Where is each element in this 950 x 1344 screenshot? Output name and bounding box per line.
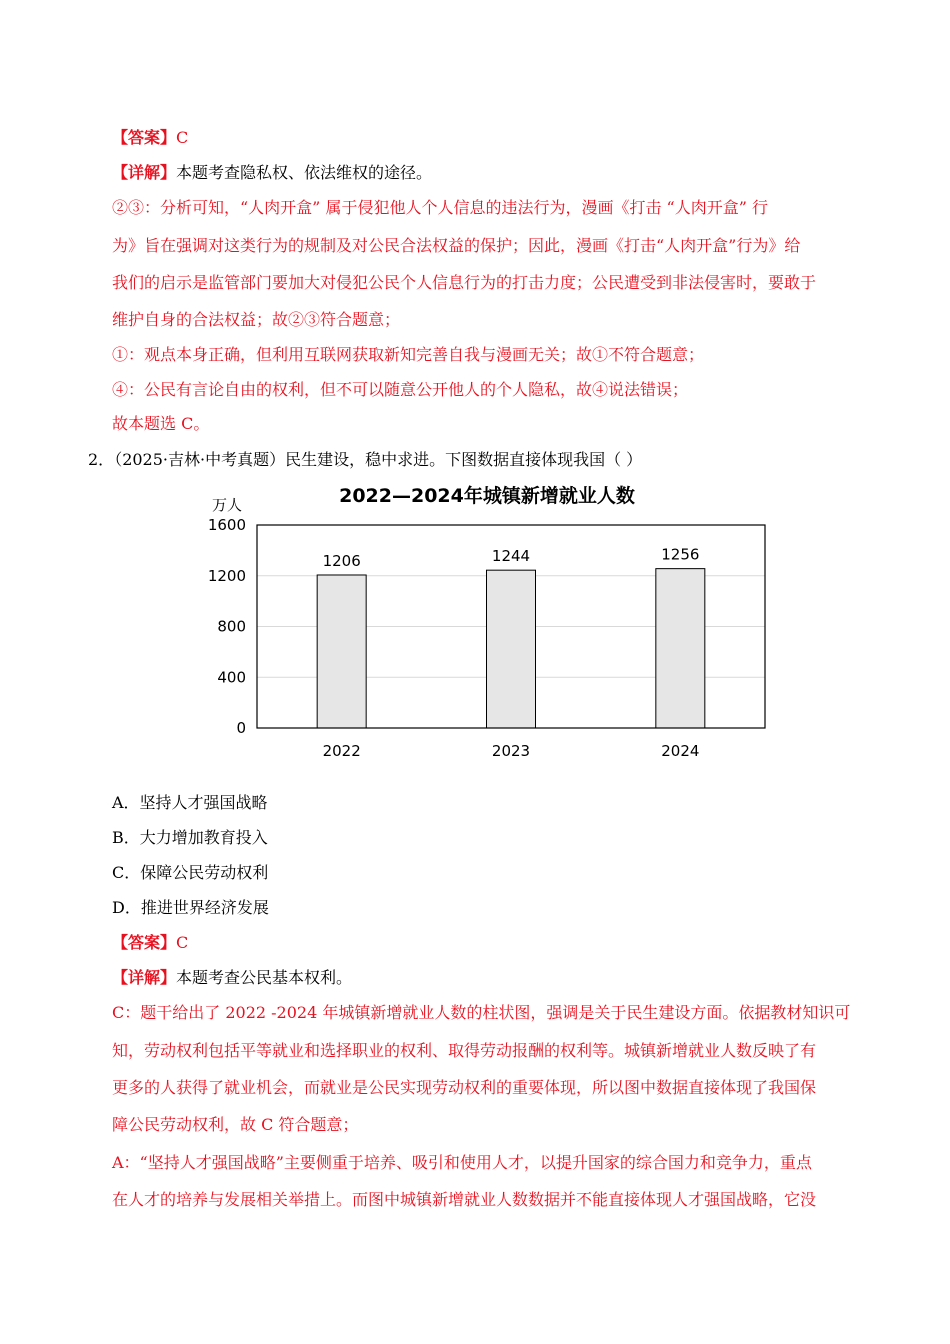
q1-analysis-line: ②③：分析可知，“人肉开盒” 属于侵犯他人个人信息的违法行为，漫画《打击 “人肉开盒” 行 [112, 198, 768, 217]
q2-answer [112, 933, 188, 953]
q2-stem [88, 450, 642, 470]
bar-2022 [317, 575, 366, 728]
q1-analysis-line: ④：公民有言论自由的权利，但不可以随意公开他人的个人隐私，故④说法错误； [112, 380, 689, 399]
data-label-2022: 1206 [322, 551, 361, 570]
q1-conclusion: 故本题选 C。 [112, 414, 210, 433]
q1-analysis-line: ①：观点本身正确，但利用互联网获取新知完善自我与漫画无关；故①不符合题意； [112, 345, 705, 364]
option-b: B．大力增加教育投入 [112, 828, 268, 847]
option-a: A．坚持人才强国战略 [112, 793, 268, 812]
option-c: C．保障公民劳动权利 [112, 863, 269, 882]
option-d: D．推进世界经济发展 [112, 898, 269, 917]
x-tick-labels [323, 742, 700, 760]
q1-analysis-line: 我们的启示是监管部门要加大对侵犯公民个人信息行为的打击力度；公民遭受到非法侵害时，要敢于 [112, 273, 817, 292]
q1-detail-text: 本题考查隐私权、依法维权的途径。 [176, 163, 433, 182]
q1-detail [112, 163, 432, 183]
q2-analysis-line: C：题干给出了 2022 -2024 年城镇新增就业人数的柱状图，强调是关于民生建设方面。依据教材知识可 [112, 1003, 851, 1022]
data-label-2023: 1244 [491, 547, 531, 566]
y-axis-label: 万人 [212, 496, 243, 514]
q1-answer [112, 128, 188, 148]
bar-2024 [656, 569, 705, 728]
y-tick-label: 1200 [207, 566, 246, 585]
q1-detail-label: 【详解】 [112, 163, 177, 182]
data-label-2024: 1256 [661, 545, 700, 564]
q2-analysis-line: 障公民劳动权利，故 C 符合题意； [112, 1115, 359, 1134]
q2-answer-value: C [176, 933, 189, 952]
y-tick-labels [208, 516, 246, 737]
q2-detail-text: 本题考查公民基本权利。 [176, 968, 353, 987]
bar-chart-svg [195, 478, 785, 768]
bar-2023 [487, 570, 536, 728]
q2-answer-label: 【答案】 [112, 933, 177, 952]
q2-detail-label: 【详解】 [112, 968, 177, 987]
chart-title: 2022—2024年城镇新增就业人数 [339, 485, 635, 507]
q1-answer-label: 【答案】 [112, 128, 177, 147]
q2-stem-text: （2025·吉林·中考真题）民生建设，稳中求进。下图数据直接体现我国（ ） [114, 450, 643, 469]
q2-analysis-line: 更多的人获得了就业机会，而就业是公民实现劳动权利的重要体现，所以图中数据直接体现了我国保 [112, 1078, 817, 1097]
y-tick-label: 400 [217, 668, 246, 687]
q1-analysis-line: 维护自身的合法权益；故②③符合题意； [112, 310, 401, 329]
q1-analysis-line: 为》旨在强调对这类行为的规制及对公民合法权益的保护；因此，漫画《打击“人肉开盒”行为》给 [112, 236, 801, 255]
x-tick-label-2023: 2023 [491, 742, 531, 760]
x-tick-label-2024: 2024 [661, 742, 700, 760]
q2-analysis-line: A：“坚持人才强国战略”主要侧重于培养、吸引和使用人才，以提升国家的综合国力和竞争力，重点 [112, 1153, 812, 1172]
bars [317, 569, 705, 728]
q2-number: 2． [88, 450, 115, 469]
q2-detail [112, 968, 352, 988]
q2-analysis-line: 在人才的培养与发展相关举措上。而图中城镇新增就业人数数据并不能直接体现人才强国战略，它没 [112, 1190, 817, 1209]
q2-analysis-line: 知，劳动权利包括平等就业和选择职业的权利、取得劳动报酬的权利等。城镇新增就业人数反映了有 [112, 1041, 817, 1060]
y-tick-label: 0 [236, 719, 246, 737]
employment-chart [195, 478, 785, 768]
q1-answer-value: C [176, 128, 189, 147]
data-labels [323, 546, 700, 570]
y-tick-label: 800 [217, 617, 246, 636]
y-tick-label: 1600 [207, 516, 246, 534]
x-tick-label-2022: 2022 [322, 742, 361, 760]
